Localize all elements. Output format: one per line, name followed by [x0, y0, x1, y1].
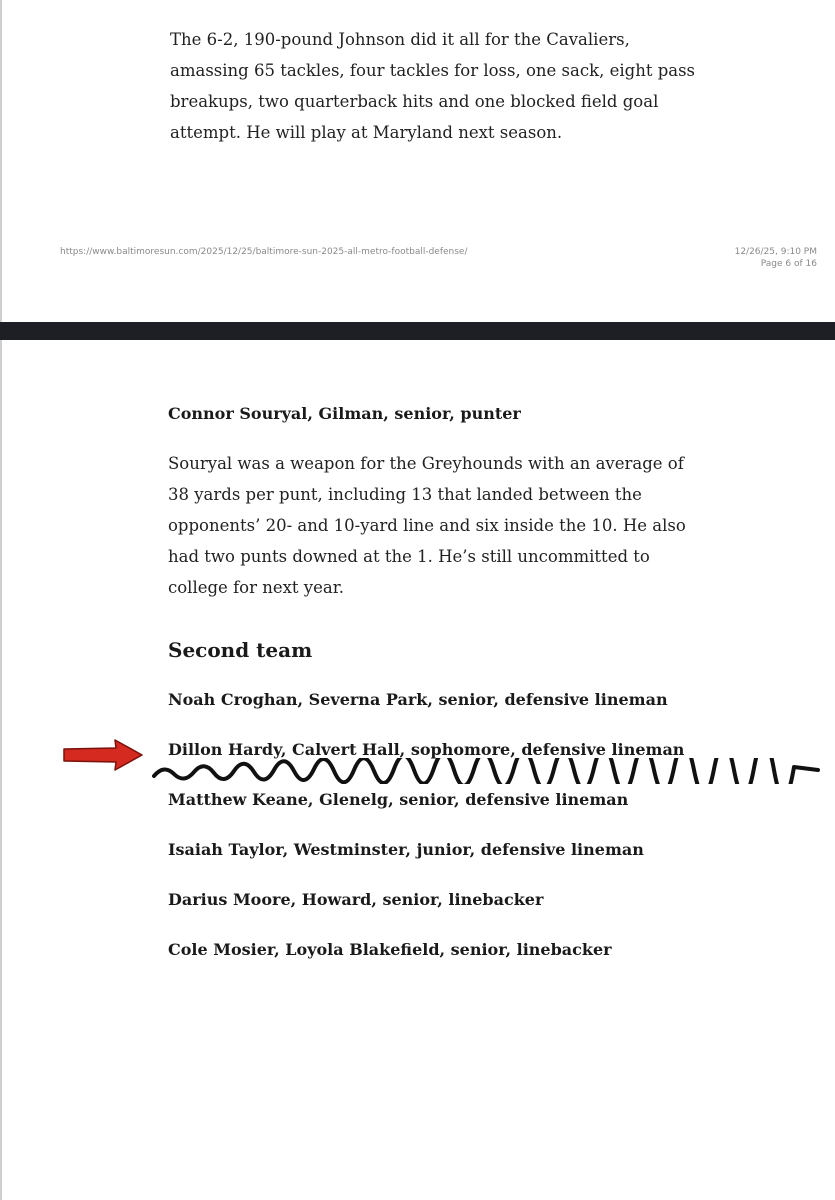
footer-url: https://www.baltimoresun.com/2025/12/25/baltimore-sun-2025-all-metro-football-defense/ — [60, 247, 468, 257]
page-divider — [0, 322, 835, 340]
johnson-paragraph: The 6-2, 190-pound Johnson did it all for the Cavaliers, amassing 65 tackles, four tackles for loss, one sack, eight pass breakups, two quarterback hits and one blocked field goal attempt. He will play at Maryland next season. — [170, 30, 696, 142]
list-item: Darius Moore, Howard, senior, linebacker — [168, 890, 544, 909]
pdf-page-top — [0, 0, 835, 322]
second-team-heading: Second team — [168, 638, 313, 662]
wavy-underline-icon — [152, 758, 822, 784]
list-item: Noah Croghan, Severna Park, senior, defensive lineman — [168, 690, 668, 709]
punter-name: Connor Souryal, Gilman, senior, punter — [168, 404, 521, 423]
red-arrow-icon — [62, 737, 146, 773]
list-item-highlighted: Dillon Hardy, Calvert Hall, sophomore, defensive lineman — [168, 740, 685, 759]
list-item: Matthew Keane, Glenelg, senior, defensive lineman — [168, 790, 629, 809]
footer-page-number: Page 6 of 16 — [760, 259, 817, 269]
footer-date: 12/26/25, 9:10 PM — [734, 247, 817, 257]
list-item: Isaiah Taylor, Westminster, junior, defensive lineman — [168, 840, 644, 859]
list-item: Cole Mosier, Loyola Blakefield, senior, linebacker — [168, 940, 612, 959]
souryal-paragraph: Souryal was a weapon for the Greyhounds with an average of 38 yards per punt, including 13 that landed between the opponents’ 20- and 10-yard line and six inside the 10. He also had two punts downed at the 1. He’s still uncommitted to college for next year. — [168, 454, 686, 597]
